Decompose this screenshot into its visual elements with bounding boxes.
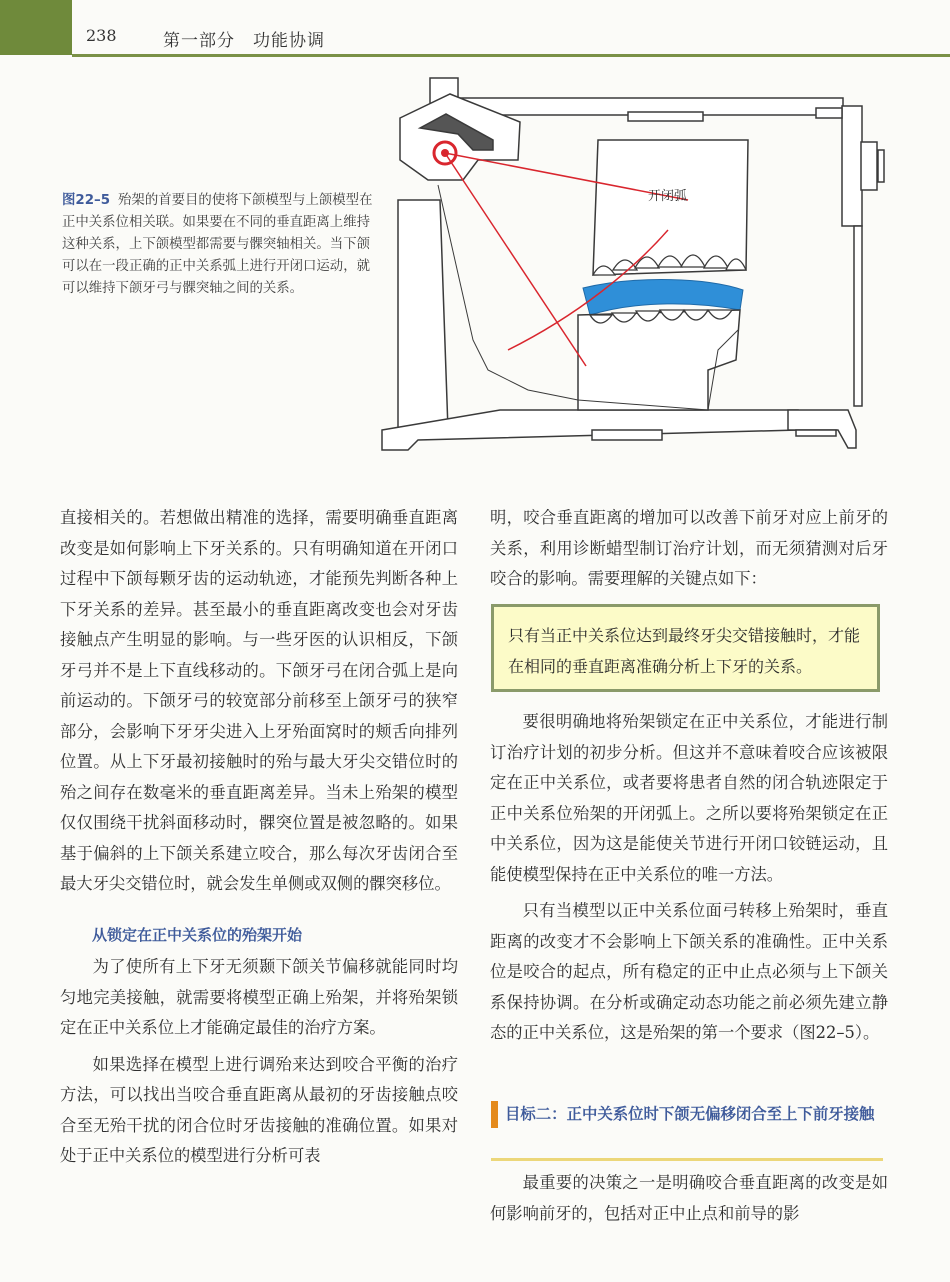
left-paragraph-1: 直接相关的。若想做出精准的选择，需要明确垂直距离改变是如何影响上下牙关系的。只有明确知道在开闭口过程中下颌每颗牙齿的运动轨迹，才能预先判断各种上下牙关系的差异。甚至最小的垂直距离改变也会对牙齿接触点产生明显的影响。与一些牙医的认识相反，下颌牙弓并不是上下直线移动的。下颌牙弓在闭合弧上是向前运动的。下颌牙弓的较宽部分前移至上颌牙弓的狭窄部分，会影响下牙牙尖进入上牙殆面窝时的颊舌向排列位置。从上下牙最初接触时的殆与最大牙尖交错位时的殆之间存在数毫米的垂直距离差异。当未上殆架的模型仅仅围绕干扰斜面移动时，髁突位置是被忽略的。如果基于偏斜的上下颌关系建立咬合，那么每次牙齿闭合至最大牙尖交错位时，就会发生单侧或双侧的髁突移位。: [60, 508, 458, 893]
upper-cast: [593, 140, 748, 275]
header-rule: [72, 54, 950, 57]
right-paragraph-1: 明，咬合垂直距离的增加可以改善下前牙对应上前牙的关系，利用诊断蜡型制订治疗计划，而无须猜测对后牙咬合的影响。需要理解的关键点如下：: [490, 508, 888, 588]
right-paragraph-3: 只有当模型以正中关系位面弓转移上殆架时，垂直距离的改变才不会影响上下颌关系的准确性。正中关系位是咬合的起点，所有稳定的正中止点必须与上下颌关系保持协调。在分析或确定动态功能之前必须先建立静态的正中关系位，这是殆架的第一个要求（图22–5）。: [490, 901, 888, 1042]
figure-label: 图22–5: [62, 193, 111, 208]
incisal-pin: [854, 226, 862, 406]
page-number: 238: [86, 26, 117, 45]
key-point-callout: 只有当正中关系位达到最终牙尖交错接触时，才能在相同的垂直距离准确分析上下牙的关系。: [491, 604, 880, 692]
right-paragraph-2: 要很明确地将殆架锁定在正中关系位，才能进行制订治疗计划的初步分析。但这并不意味着咬合应该被限定在正中关系位，或者要将患者自然的闭合轨迹限定于正中关系位殆架的开闭弧上。之所以要将殆架锁定在正中关系位，因为这是能使关节进行开闭口铰链运动，且能使模型保持在正中关系位的唯一方法。: [490, 712, 888, 884]
figure-caption-text: 殆架的首要目的使将下颌模型与上颌模型在正中关系位相关联。如果要在不同的垂直距离上维持这种关系，上下颌模型都需要与髁突轴相关。当下颌可以在一段正确的正中关系弧上进行开闭口运动，就可以维持下颌牙弓与髁突轴之间的关系。: [62, 193, 373, 296]
goal-heading: 目标二：正中关系位时下颌无偏移闭合至上下前牙接触: [491, 1101, 897, 1128]
figure-caption: [62, 190, 374, 300]
left-column: [60, 503, 458, 1172]
right-paragraph-4: 最重要的决策之一是明确咬合垂直距离的改变是如何影响前牙的，包括对正中止点和前导的影: [490, 1173, 888, 1223]
right-column-bottom: [490, 1168, 888, 1229]
articulator-illustration: [378, 70, 890, 462]
goal-heading-underline: [491, 1158, 883, 1161]
left-paragraph-2: 为了使所有上下牙无须颞下颌关节偏移就能同时均匀地完美接触，就需要将模型正确上殆架，并将殆架锁定在正中关系位上才能确定最佳的治疗方案。: [60, 957, 458, 1037]
right-column-top: [490, 503, 888, 595]
arc-label: 开闭弧: [648, 189, 688, 204]
right-column-middle: [490, 707, 888, 1049]
left-subheading: 从锁定在正中关系位的殆架开始: [92, 925, 303, 944]
section-title: 第一部分 功能协调: [163, 31, 325, 51]
lower-cast: [578, 310, 740, 410]
left-paragraph-3: 如果选择在模型上进行调殆来达到咬合平衡的治疗方法，可以找出当咬合垂直距离从最初的牙齿接触点咬合至无殆干扰的闭合位时牙齿接触的准确位置。如果对处于正中关系位的模型进行分析可表: [60, 1054, 458, 1165]
header-color-block: [0, 0, 72, 55]
